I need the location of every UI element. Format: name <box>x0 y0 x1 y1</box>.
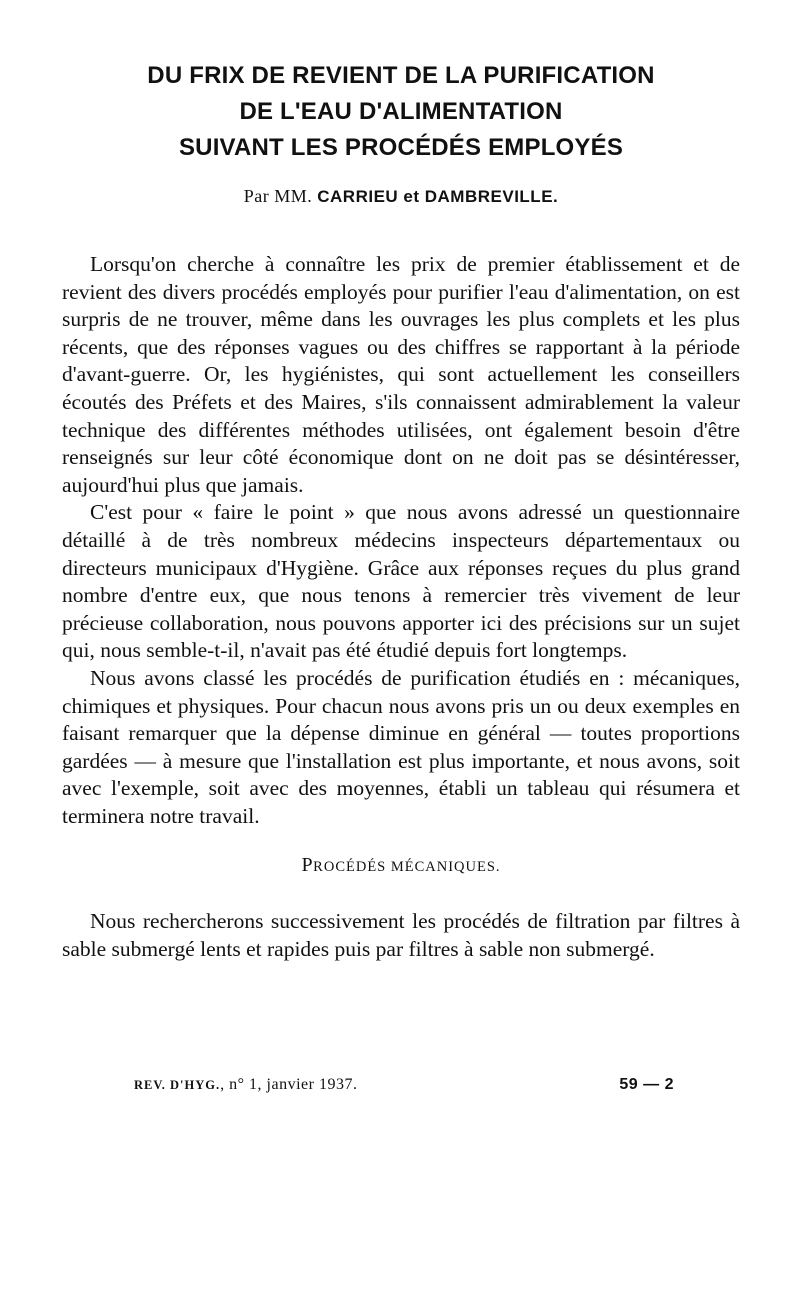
page-reference: 59 — 2 <box>619 1076 674 1093</box>
page-footer <box>134 1076 674 1094</box>
byline-prefix: Par MM. <box>243 186 313 206</box>
journal-reference <box>134 1076 357 1094</box>
byline-authors: CARRIEU et DAMBREVILLE. <box>317 187 559 206</box>
section-heading-rest: ROCÉDÉS MÉCANIQUES. <box>313 859 501 876</box>
paragraph-2: C'est pour « faire le point » que nous avons adressé un questionnaire détaillé à de très nombreux médecins inspecteurs départementaux ou directeurs municipaux d'Hygiène. Grâce aux réponses reçues du plus grand nombre d'entre eux, que nous tenons à remercier très vivement de leur précieuse collaboration, nous pouvons apporter ici des précisions sur un sujet qui, nous semble-t-il, n'avait pas été étudié depuis fort longtemps. <box>62 500 740 663</box>
article-body <box>62 251 740 963</box>
title-line-1: DU FRIX DE REVIENT DE LA PURIFICATION <box>147 62 655 89</box>
article-title <box>62 58 740 166</box>
article-page <box>62 58 740 963</box>
journal-abbrev: REV. D'HYG. <box>134 1078 221 1092</box>
paragraph-1: Lorsqu'on cherche à connaître les prix de premier établissement et de revient des divers procédés employés pour purifier l'eau d'alimentation, on est surpris de ne trouver, même dans les ouvrages les plus complets et les plus récents, que des réponses vagues ou des chiffres se rapportant à la période d'avant-guerre. Or, les hygiénistes, qui sont actuellement les conseillers écoutés des Préfets et des Maires, s'ils connaissent admirablement la valeur technique des différentes méthodes utilisées, ont également besoin d'être renseignés sur leur côté économique dont on ne doit pas se désintéresser, aujourd'hui plus que jamais. <box>62 252 740 497</box>
section-paragraph: Nous rechercherons successivement les procédés de filtration par filtres à sable submergé lents et rapides puis par filtres à sable non submergé. <box>62 909 740 961</box>
byline <box>62 186 740 207</box>
section-heading <box>62 852 740 882</box>
title-line-3: SUIVANT LES PROCÉDÉS EMPLOYÉS <box>178 134 624 161</box>
title-line-2: DE L'EAU D'ALIMENTATION <box>239 98 563 125</box>
journal-issue: , n° 1, janvier 1937. <box>220 1076 358 1093</box>
paragraph-3: Nous avons classé les procédés de purification étudiés en : mécaniques, chimiques et physiques. Pour chacun nous avons pris un ou deux exemples en faisant remarquer que la dépense diminue en général — toutes proportions gardées — à mesure que l'installation est plus importante, et nous avons, soit avec l'exemple, soit avec des moyennes, établi un tableau qui résumera et terminera notre travail. <box>62 665 740 828</box>
section-heading-initial: P <box>301 854 314 877</box>
